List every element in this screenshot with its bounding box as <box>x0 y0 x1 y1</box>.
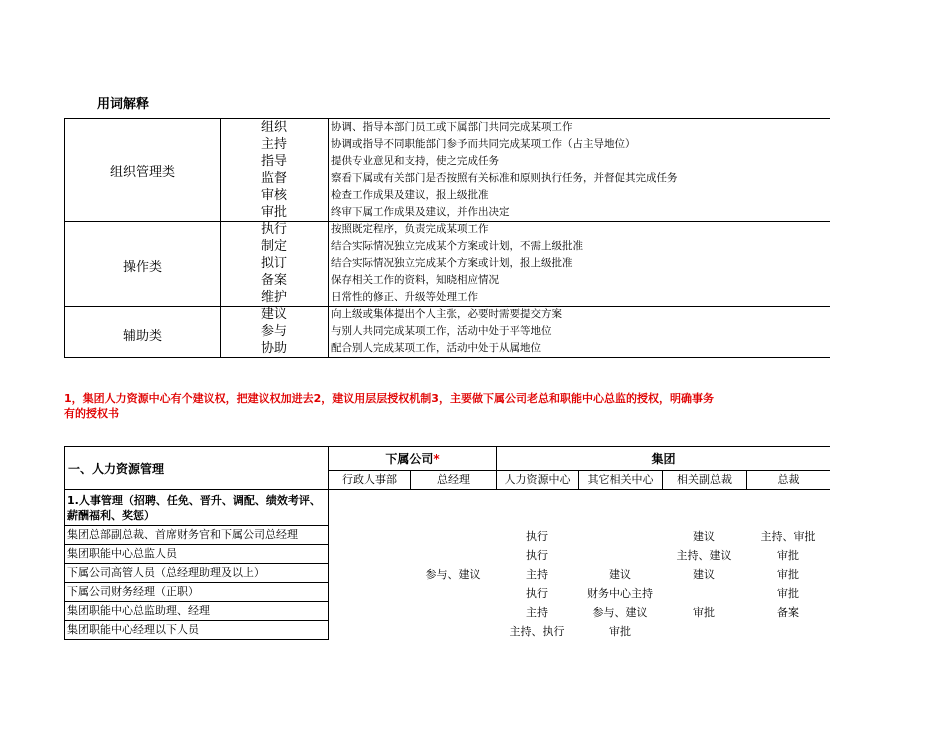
col-header: 行政人事部 <box>328 471 410 490</box>
table-cell: 审批 <box>777 568 799 581</box>
term: 拟订 <box>260 256 287 271</box>
table-row-label: 集团总部副总裁、首席财务官和下属公司总经理 <box>64 526 329 545</box>
term: 制定 <box>260 239 287 254</box>
table-row-label: 集团职能中心经理以下人员 <box>64 621 329 640</box>
table-cell: 主持、执行 <box>509 625 565 638</box>
term: 执行 <box>260 222 287 237</box>
definition: 向上级或集体提出个人主张，必要时需要提交方案 <box>331 308 562 320</box>
term: 组织 <box>260 120 287 135</box>
table-cell: 执行 <box>526 549 548 562</box>
table-row-label: 下属公司高管人员（总经理助理及以上） <box>64 564 329 583</box>
term: 审批 <box>260 205 287 220</box>
table-cell: 建议 <box>693 568 715 581</box>
table-cell: 主持 <box>526 568 548 581</box>
table-cell: 执行 <box>526 587 548 600</box>
col-header: 其它相关中心 <box>578 471 662 490</box>
table-cell: 建议 <box>609 568 631 581</box>
definition: 提供专业意见和支持，使之完成任务 <box>331 155 499 167</box>
definition: 结合实际情况独立完成某个方案或计划，不需上级批准 <box>331 240 583 252</box>
table-cell: 备案 <box>777 606 799 619</box>
table-cell: 执行 <box>526 530 548 543</box>
term: 协助 <box>260 341 287 356</box>
glossary-table <box>64 118 830 358</box>
page-heading: 用词解释 <box>97 97 150 112</box>
definition: 按照既定程序，负责完成某项工作 <box>331 223 489 235</box>
category-org: 组织管理类 <box>109 165 175 180</box>
table-cell: 参与、建议 <box>592 606 648 619</box>
group-subsidiary-header: 下属公司* <box>328 446 496 471</box>
definition: 终审下属工作成果及建议，并作出决定 <box>331 206 510 218</box>
definition: 结合实际情况独立完成某个方案或计划，报上级批准 <box>331 257 573 269</box>
table-cell: 主持、审批 <box>760 530 816 543</box>
term: 审核 <box>260 188 287 203</box>
col-header: 相关副总裁 <box>662 471 746 490</box>
table-cell: 主持 <box>526 606 548 619</box>
authority-table <box>64 446 830 638</box>
term: 备案 <box>260 273 287 288</box>
table-cell: 审批 <box>609 625 631 638</box>
table-row-label: 下属公司财务经理（正职） <box>64 583 329 602</box>
red-note <box>64 391 836 421</box>
definition: 检查工作成果及建议，报上级批准 <box>331 189 489 201</box>
table-cell: 审批 <box>777 587 799 600</box>
definition: 协调、指导本部门员工或下属部门共同完成某项工作 <box>331 121 573 133</box>
category-ops: 操作类 <box>122 260 162 275</box>
definition: 察看下属或有关部门是否按照有关标准和原则执行任务，并督促其完成任务 <box>331 172 678 184</box>
category-aux: 辅助类 <box>122 329 162 344</box>
note-line-2: 有的授权书 <box>64 407 119 420</box>
group-hq-header: 集团 <box>496 446 830 471</box>
col-header: 总裁 <box>746 471 830 490</box>
table-row-label: 集团职能中心总监助理、经理 <box>64 602 329 621</box>
col-header: 人力资源中心 <box>496 471 578 490</box>
col-header: 总经理 <box>410 471 496 490</box>
table-row-label: 集团职能中心总监人员 <box>64 545 329 564</box>
term: 监督 <box>260 171 287 186</box>
definition: 日常性的修正、升级等处理工作 <box>331 291 478 303</box>
term: 建议 <box>260 307 287 322</box>
table-cell: 主持、建议 <box>676 549 732 562</box>
term: 指导 <box>260 154 287 169</box>
subsection-title: 1.人事管理（招聘、任免、晋升、调配、绩效考评、薪酬福利、奖惩） <box>64 490 329 526</box>
table-cell: 财务中心主持 <box>587 587 653 600</box>
term: 维护 <box>260 290 287 305</box>
definition: 与别人共同完成某项工作，活动中处于平等地位 <box>331 325 552 337</box>
term: 参与 <box>260 324 287 339</box>
table-cell: 审批 <box>777 549 799 562</box>
section-title: 一、人力资源管理 <box>64 446 328 490</box>
definition: 保存相关工作的资料，知晓相应情况 <box>331 274 499 286</box>
table-cell: 建议 <box>693 530 715 543</box>
definition: 协调或指导不同职能部门参予而共同完成某项工作（占主导地位） <box>331 138 636 150</box>
definition: 配合别人完成某项工作，活动中处于从属地位 <box>331 342 541 354</box>
note-line-1: 1，集团人力资源中心有个建议权，把建议权加进去2，建议用层层授权机制3，主要做下属公司老总和职能中心总监的授权，明确事务 <box>64 392 714 405</box>
table-cell: 参与、建议 <box>425 568 481 581</box>
table-cell: 审批 <box>693 606 715 619</box>
asterisk-mark: * <box>433 452 440 466</box>
term: 主持 <box>260 137 287 152</box>
